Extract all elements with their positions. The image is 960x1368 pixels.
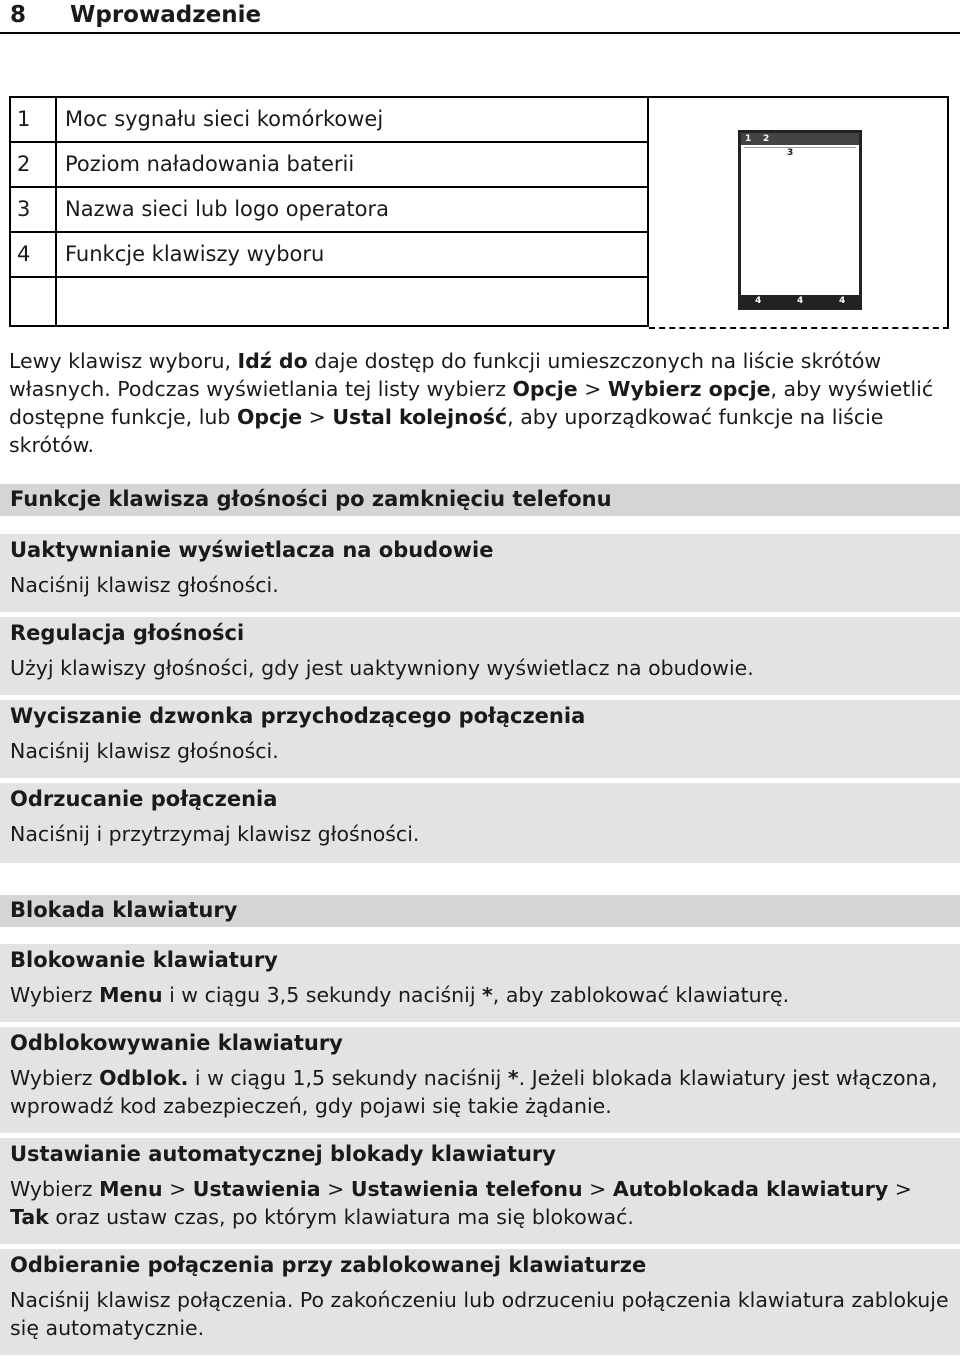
info-block xyxy=(0,534,960,612)
legend-text: Funkcje klawiszy wyboru xyxy=(65,242,325,266)
ui-term: Idź do xyxy=(237,349,308,373)
softkey-callout: 4 xyxy=(755,296,762,306)
legend-number: 2 xyxy=(17,152,31,176)
text-run: Wybierz xyxy=(10,1066,100,1090)
block-text: Naciśnij i przytrzymaj klawisz głośności. xyxy=(10,822,420,846)
dashed-rule xyxy=(649,327,949,329)
legend-number: 4 xyxy=(17,242,31,266)
legend-number: 3 xyxy=(17,197,31,221)
info-block xyxy=(0,617,960,695)
section-title: Blokada klawiatury xyxy=(10,898,238,922)
text-run: Wybierz xyxy=(10,1177,100,1201)
ui-term: Autoblokada klawiatury xyxy=(612,1177,889,1201)
text-run: , aby wyświetlić dostępne funkcje, lub xyxy=(9,377,934,429)
intro-paragraph xyxy=(9,347,954,459)
text-run: i w ciągu 1,5 sekundy naciśnij xyxy=(188,1066,508,1090)
text-run: Wybierz xyxy=(10,983,100,1007)
block-heading: Uaktywnianie wyświetlacza na obudowie xyxy=(10,538,494,562)
legend-text: Poziom naładowania baterii xyxy=(65,152,355,176)
legend-row xyxy=(11,143,649,188)
section-title: Funkcje klawisza głośności po zamknięciu telefonu xyxy=(10,487,612,511)
block-text xyxy=(10,981,950,1009)
ui-term: Tak xyxy=(10,1205,49,1229)
text-run: , aby zablokować klawiaturę. xyxy=(492,983,790,1007)
info-block xyxy=(0,944,960,1022)
status-divider xyxy=(744,147,856,148)
ui-term: Opcje xyxy=(512,377,578,401)
text-run: > xyxy=(577,377,608,401)
phone-display-figure xyxy=(649,96,949,327)
block-text: Użyj klawiszy głośności, gdy jest uaktywniony wyświetlacz na obudowie. xyxy=(10,656,754,680)
ui-term: Menu xyxy=(99,1177,163,1201)
ui-term: * xyxy=(507,1066,519,1090)
ui-term: Wybierz opcje xyxy=(607,377,771,401)
page-number: 8 xyxy=(10,2,27,28)
text-run: . Jeżeli blokada klawiatury jest włączona, wprowadź kod zabezpieczeń, gdy pojawi się takie żądanie. xyxy=(10,1066,938,1118)
ui-term: Opcje xyxy=(236,405,303,429)
block-heading: Ustawianie automatycznej blokady klawiatury xyxy=(10,1142,556,1166)
info-block xyxy=(0,1027,960,1133)
block-text: Naciśnij klawisz połączenia. Po zakończeniu lub odrzuceniu połączenia klawiatura zablokuje się automatycznie. xyxy=(10,1288,949,1340)
status-bar xyxy=(741,133,859,145)
section-title-bar xyxy=(0,484,960,516)
softkey-bar xyxy=(741,295,859,307)
ui-term: Ustawienia telefonu xyxy=(350,1177,583,1201)
softkey-callout: 4 xyxy=(797,296,804,306)
block-heading: Regulacja głośności xyxy=(10,621,245,645)
info-block xyxy=(0,700,960,778)
text-run: > xyxy=(888,1177,912,1201)
ui-term: Ustawienia xyxy=(192,1177,321,1201)
legend-row xyxy=(11,233,649,278)
block-text: Naciśnij klawisz głośności. xyxy=(10,573,279,597)
text-run: oraz ustaw czas, po którym klawiatura ma się blokować. xyxy=(48,1205,634,1229)
ui-term: Menu xyxy=(99,983,163,1007)
legend-row xyxy=(11,188,649,233)
phone-screen-illustration xyxy=(738,130,862,310)
block-heading: Odbieranie połączenia przy zablokowanej klawiaturze xyxy=(10,1253,647,1277)
ui-term: Ustal kolejność xyxy=(332,405,508,429)
text-run: > xyxy=(320,1177,351,1201)
text-run: , aby uporządkować funkcje na liście skrótów. xyxy=(9,405,884,457)
block-heading: Blokowanie klawiatury xyxy=(10,948,278,972)
legend-table xyxy=(9,96,649,327)
block-text xyxy=(10,1064,950,1120)
text-run: > xyxy=(162,1177,193,1201)
text-run: Lewy klawisz wyboru, xyxy=(9,349,238,373)
info-block xyxy=(0,1249,960,1355)
text-run: daje dostęp do funkcji umieszczonych na liście skrótów własnych. Podczas wyświetlania tej listy wybierz xyxy=(9,349,882,401)
block-heading: Wyciszanie dzwonka przychodzącego połączenia xyxy=(10,704,586,728)
chapter-title: Wprowadzenie xyxy=(70,2,262,28)
block-text: Naciśnij klawisz głośności. xyxy=(10,739,279,763)
legend-text: Moc sygnału sieci komórkowej xyxy=(65,107,384,131)
block-heading: Odrzucanie połączenia xyxy=(10,787,278,811)
battery-callout: 2 xyxy=(763,134,770,144)
operator-callout: 3 xyxy=(787,148,794,158)
info-block xyxy=(0,783,960,863)
legend-row xyxy=(11,98,649,143)
softkey-callout: 4 xyxy=(839,296,846,306)
block-text xyxy=(10,1175,950,1231)
signal-callout: 1 xyxy=(745,134,752,144)
text-run: > xyxy=(582,1177,613,1201)
text-run: i w ciągu 3,5 sekundy naciśnij xyxy=(162,983,483,1007)
legend-number: 1 xyxy=(17,107,31,131)
ui-term: Odblok. xyxy=(99,1066,189,1090)
legend-text: Nazwa sieci lub logo operatora xyxy=(65,197,389,221)
block-heading: Odblokowywanie klawiatury xyxy=(10,1031,343,1055)
page-header xyxy=(0,0,960,34)
info-block xyxy=(0,1138,960,1244)
text-run: > xyxy=(302,405,333,429)
ui-term: * xyxy=(482,983,493,1007)
section-title-bar xyxy=(0,895,960,927)
